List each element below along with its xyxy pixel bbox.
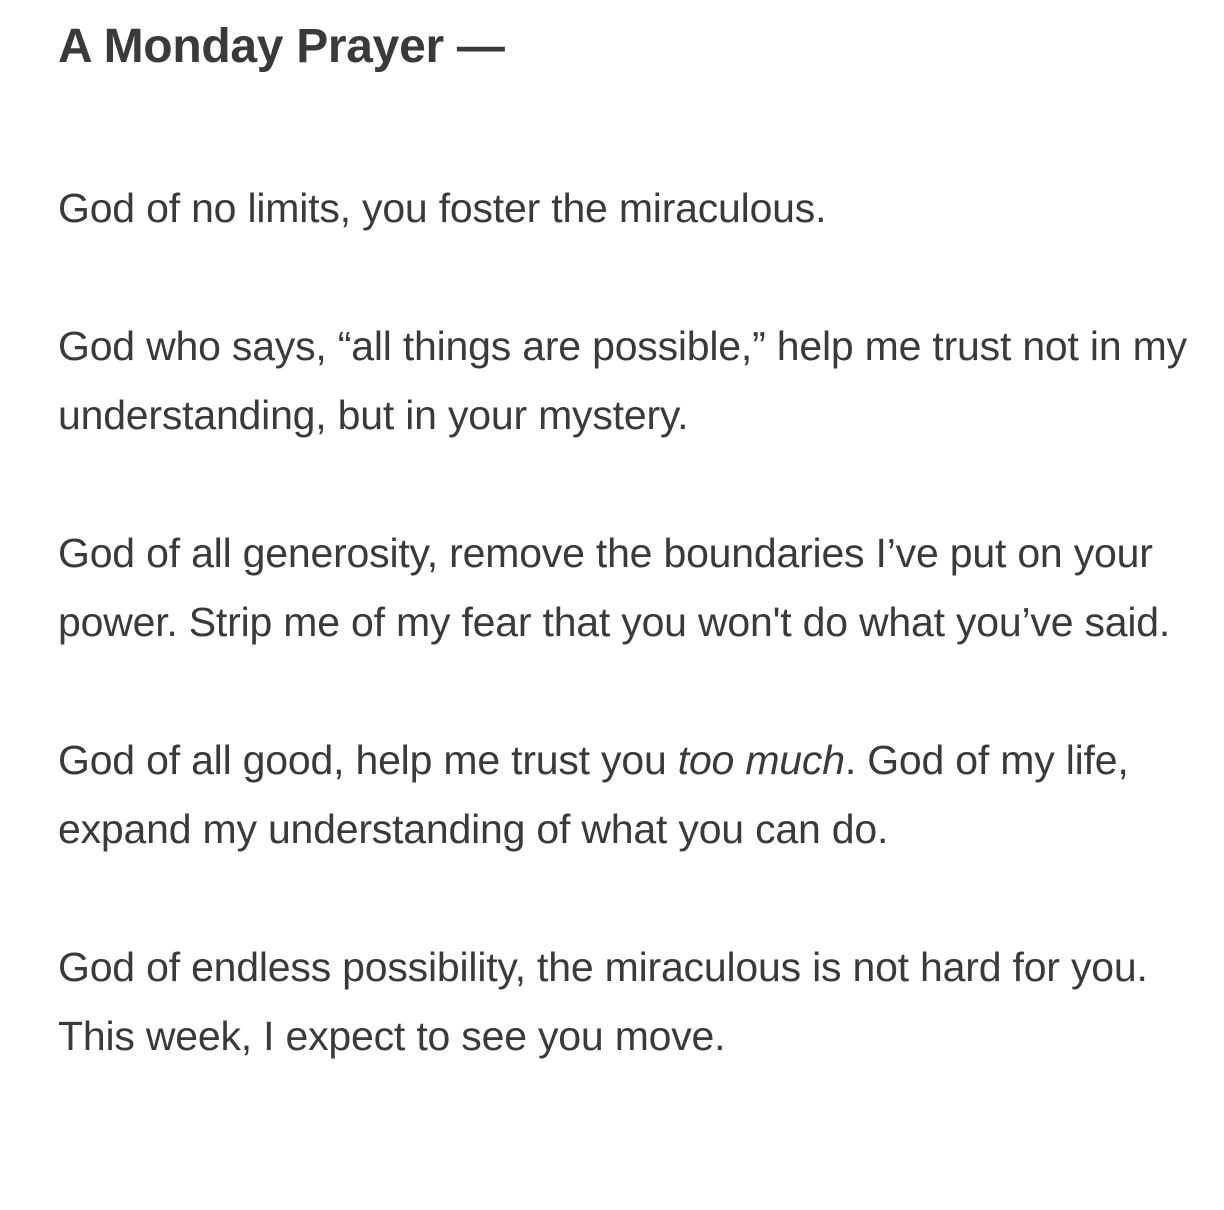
paragraph-5: God of endless possibility, the miraculous is not hard for you. This week, I expect to see you move. <box>58 944 1148 1059</box>
paragraph-4-after: . God of my life, expand my understanding of what you can do. <box>58 737 1129 852</box>
paragraph-4-emphasis: too much <box>677 737 845 783</box>
paragraph-1: God of no limits, you foster the miraculous. <box>58 185 827 231</box>
note-body <box>58 0 1198 1071</box>
paragraph-3: God of all generosity, remove the boundaries I’ve put on your power. Strip me of my fear that you won't do what you’ve said. <box>58 530 1171 645</box>
paragraph-4 <box>58 726 1198 864</box>
note-title: A Monday Prayer — <box>58 20 505 73</box>
paragraph-4-before: God of all good, help me trust you <box>58 737 678 783</box>
paragraph-2: God who says, “all things are possible,” help me trust not in my understanding, but in your mystery. <box>58 323 1187 438</box>
